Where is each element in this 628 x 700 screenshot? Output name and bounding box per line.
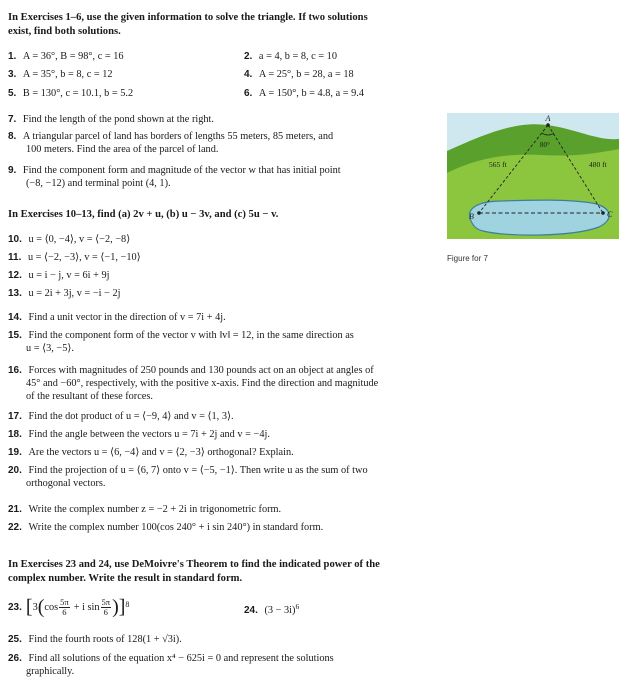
exercise-text: graphically. bbox=[26, 666, 75, 677]
exercise-11 bbox=[8, 251, 141, 264]
exercise-10 bbox=[8, 233, 130, 246]
exercise-5 bbox=[8, 87, 133, 100]
paren-close: ) bbox=[112, 595, 119, 618]
exercise-text: Write the complex number 100(cos 240° + i sin 240°) in standard form. bbox=[28, 522, 324, 533]
cos-label: cos bbox=[44, 601, 59, 613]
label-A: A bbox=[545, 114, 551, 123]
exercise-text: u = ⟨3, −5⟩. bbox=[26, 343, 74, 354]
exercise-number: 7. bbox=[8, 114, 17, 125]
exercise-text: Forces with magnitudes of 250 pounds and 130 pounds act on an object at angles of bbox=[28, 365, 374, 376]
exercise-text: Find the angle between the vectors u = 7i + 2j and v = −4j. bbox=[28, 429, 270, 440]
bracket-open: [ bbox=[25, 595, 33, 618]
exercise-2 bbox=[244, 50, 337, 63]
exercise-number: 4. bbox=[244, 69, 253, 80]
exercise-number: 10. bbox=[8, 234, 22, 245]
exercise-25 bbox=[8, 633, 182, 646]
exercise-number: 20. bbox=[8, 465, 22, 476]
exercise-text: Find a unit vector in the direction of v = 7i + 4j. bbox=[28, 312, 226, 323]
exercise-text: 100 meters. Find the area of the parcel of land. bbox=[26, 144, 219, 155]
exercise-26 bbox=[8, 652, 432, 678]
label-C: C bbox=[607, 210, 613, 219]
exercise-text: B = 130°, c = 10.1, b = 5.2 bbox=[22, 88, 134, 99]
instruction-line: In Exercises 23 and 24, use DeMoivre's Theorem to find the indicated power of the bbox=[8, 559, 380, 570]
exercise-18 bbox=[8, 428, 270, 441]
vertex-C bbox=[601, 211, 605, 215]
exercise-text: Are the vectors u = ⟨6, −4⟩ and v = ⟨2, −3⟩ orthogonal? Explain. bbox=[28, 447, 294, 458]
exercise-number: 23. bbox=[8, 601, 22, 613]
exercise-number: 1. bbox=[8, 51, 17, 62]
denominator: 6 bbox=[103, 606, 108, 617]
numerator: 5π bbox=[60, 596, 69, 607]
paren-open: ( bbox=[37, 595, 45, 618]
exercise-number: 13. bbox=[8, 288, 22, 299]
exercise-text: u = 2i + 3j, v = −i − 2j bbox=[28, 288, 121, 299]
exercise-15 bbox=[8, 329, 432, 355]
bracket-close: ] bbox=[118, 595, 126, 618]
exercise-number: 12. bbox=[8, 270, 22, 281]
exercise-text: Write the complex number z = −2 + 2i in trigonometric form. bbox=[28, 504, 282, 515]
vertex-A bbox=[546, 123, 550, 127]
exercise-number: 8. bbox=[8, 131, 17, 142]
power: 6 bbox=[295, 602, 300, 611]
exercise-number: 16. bbox=[8, 365, 22, 376]
exercise-text: Find the dot product of u = ⟨−9, 4⟩ and v = ⟨1, 3⟩. bbox=[28, 411, 234, 422]
section-1-instructions bbox=[8, 11, 438, 38]
sin-label: + i sin bbox=[73, 601, 100, 613]
exercise-17 bbox=[8, 410, 234, 423]
instruction-line: exist, find both solutions. bbox=[8, 25, 121, 37]
exercise-text: (−8, −12) and terminal point (4, 1). bbox=[26, 178, 171, 189]
label-side-480: 480 ft bbox=[589, 160, 607, 169]
exercise-number: 14. bbox=[8, 312, 22, 323]
exercise-14 bbox=[8, 311, 226, 324]
figure-caption: Figure for 7 bbox=[447, 254, 488, 263]
modulus: 3 bbox=[32, 601, 38, 613]
label-side-565: 565 ft bbox=[489, 160, 507, 169]
exercise-text: A = 25°, b = 28, a = 18 bbox=[258, 69, 354, 80]
exercise-text: A = 35°, b = 8, c = 12 bbox=[22, 69, 113, 80]
exercise-6 bbox=[244, 87, 364, 100]
exercise-21 bbox=[8, 503, 281, 516]
exercise-9 bbox=[8, 164, 432, 190]
exercise-number: 25. bbox=[8, 634, 22, 645]
exercise-7 bbox=[8, 113, 214, 126]
section-2-instructions: In Exercises 10–13, find (a) 2v + u, (b) u − 3v, and (c) 5u − v. bbox=[8, 209, 279, 220]
exercise-text: Find all solutions of the equation x⁴ − 625i = 0 and represent the solutions bbox=[28, 653, 334, 664]
exercise-text: A = 36°, B = 98°, c = 16 bbox=[22, 51, 124, 62]
exercise-text: orthogonal vectors. bbox=[26, 478, 106, 489]
exercise-text: u = ⟨−2, −3⟩, v = ⟨−1, −10⟩ bbox=[27, 252, 141, 263]
exercise-text: Find the length of the pond shown at the right. bbox=[22, 114, 214, 125]
exercise-3 bbox=[8, 68, 113, 81]
vertex-B bbox=[477, 211, 481, 215]
exercise-number: 21. bbox=[8, 504, 22, 515]
exercise-4 bbox=[244, 68, 354, 81]
exercise-number: 17. bbox=[8, 411, 22, 422]
exercise-text: (3 − 3i) bbox=[264, 605, 296, 617]
instruction-line: complex number. Write the result in standard form. bbox=[8, 572, 243, 584]
exercise-number: 22. bbox=[8, 522, 22, 533]
exercise-24 bbox=[244, 600, 299, 617]
numerator: 5π bbox=[101, 596, 111, 607]
exercise-number: 11. bbox=[8, 252, 22, 263]
exercise-12 bbox=[8, 269, 110, 282]
exercise-number: 26. bbox=[8, 653, 22, 664]
exercise-text: Find the projection of u = ⟨6, 7⟩ onto v = ⟨−5, −1⟩. Then write u as the sum of two bbox=[28, 465, 368, 476]
exercise-8 bbox=[8, 130, 432, 156]
exercise-text: u = i − j, v = 6i + 9j bbox=[28, 270, 110, 281]
exercise-number: 6. bbox=[244, 88, 253, 99]
exercise-text: Find the component form of the vector v with ‖v‖ = 12, in the same direction as bbox=[28, 330, 354, 341]
exercise-20 bbox=[8, 464, 432, 490]
exercise-number: 9. bbox=[8, 165, 17, 176]
label-B: B bbox=[469, 212, 474, 221]
exercise-text: of the resultant of these forces. bbox=[26, 391, 153, 402]
instruction-line: In Exercises 1–6, use the given information to solve the triangle. If two solutions bbox=[8, 12, 368, 23]
exercise-text: Find the fourth roots of 128(1 + √3i). bbox=[28, 634, 182, 645]
denominator: 6 bbox=[62, 606, 67, 617]
exercise-23 bbox=[8, 592, 129, 622]
exercise-text: 45° and −60°, respectively, with the positive x-axis. Find the direction and magnitude bbox=[26, 378, 379, 389]
exercise-number: 2. bbox=[244, 51, 253, 62]
exercise-16 bbox=[8, 364, 432, 403]
exercise-text: Find the component form and magnitude of the vector w that has initial point bbox=[22, 165, 341, 176]
exercise-1 bbox=[8, 50, 124, 63]
section-3-instructions bbox=[8, 558, 448, 585]
exercise-number: 5. bbox=[8, 88, 17, 99]
label-angle: 80° bbox=[540, 141, 550, 149]
exercise-number: 18. bbox=[8, 429, 22, 440]
fraction bbox=[101, 598, 112, 617]
exercise-text: A = 150°, b = 4.8, a = 9.4 bbox=[258, 88, 364, 99]
fraction bbox=[59, 598, 70, 617]
pond-figure bbox=[447, 113, 619, 239]
exercise-text: u = ⟨0, −4⟩, v = ⟨−2, −8⟩ bbox=[28, 234, 131, 245]
exercise-number: 24. bbox=[244, 605, 258, 617]
exercise-22 bbox=[8, 521, 323, 534]
demoivre-expression bbox=[25, 595, 130, 618]
exercise-19 bbox=[8, 446, 294, 459]
exercise-number: 19. bbox=[8, 447, 22, 458]
power: 8 bbox=[125, 599, 130, 609]
exercise-number: 15. bbox=[8, 330, 22, 341]
exercise-13 bbox=[8, 287, 120, 300]
exercise-text: A triangular parcel of land has borders of lengths 55 meters, 85 meters, and bbox=[22, 131, 334, 142]
exercise-number: 3. bbox=[8, 69, 17, 80]
exercise-text: a = 4, b = 8, c = 10 bbox=[258, 51, 337, 62]
